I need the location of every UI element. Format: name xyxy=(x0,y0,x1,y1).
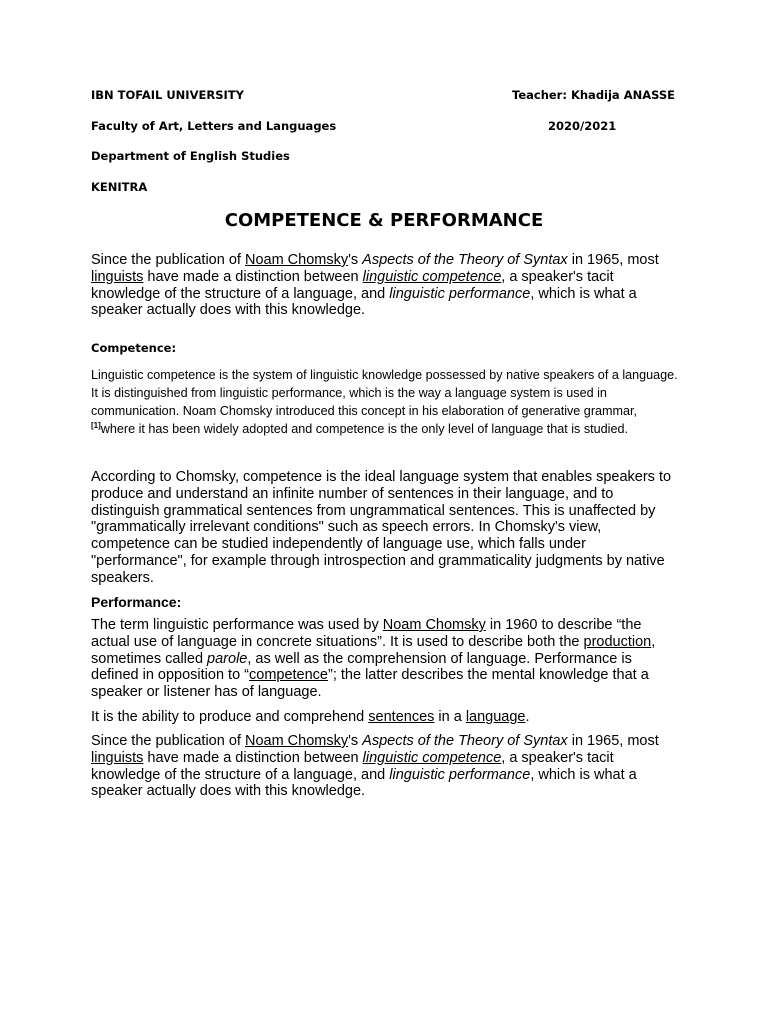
text: have made a distinction between xyxy=(143,749,363,766)
repeated-intro-paragraph xyxy=(91,733,681,800)
text: Since the publication of xyxy=(91,733,245,749)
text: , sometimes called xyxy=(91,633,656,667)
book-title: Aspects of the Theory of Syntax xyxy=(362,252,568,268)
link-production[interactable]: production xyxy=(583,633,652,650)
link-language[interactable]: language xyxy=(465,709,526,725)
faculty-name: Faculty of Art, Letters and Languages xyxy=(91,119,337,133)
text: Since the publication of xyxy=(91,252,245,268)
link-linguistic-competence-2[interactable]: linguistic competence xyxy=(362,749,502,766)
text: 's xyxy=(348,252,363,268)
intro-paragraph xyxy=(91,252,681,319)
term-linguistic-performance: linguistic performance xyxy=(389,766,531,783)
text: have made a distinction between xyxy=(143,268,363,285)
link-sentences[interactable]: sentences xyxy=(368,709,435,725)
city-name: KENITRA xyxy=(91,180,148,194)
competence-heading: Competence: xyxy=(91,341,177,355)
text: , a speaker's tacit knowledge of the structure of a language, and xyxy=(91,268,614,302)
text: , a speaker's tacit knowledge of the structure of a language, and xyxy=(91,749,614,783)
text: in 1965, most xyxy=(567,252,659,268)
text: , which is what a speaker actually does with this knowledge. xyxy=(91,285,637,319)
text: The term linguistic performance was used by xyxy=(91,617,383,633)
link-noam-chomsky-2[interactable]: Noam Chomsky xyxy=(382,617,486,633)
text: It is the ability to produce and comprehend xyxy=(91,709,369,725)
book-title: Aspects of the Theory of Syntax xyxy=(362,733,568,749)
link-competence[interactable]: competence xyxy=(249,667,328,684)
text: . xyxy=(525,709,530,725)
link-noam-chomsky-3[interactable]: Noam Chomsky xyxy=(244,733,349,749)
performance-paragraph-2 xyxy=(91,709,681,726)
link-noam-chomsky[interactable]: Noam Chomsky xyxy=(244,252,349,268)
text: , as well as the comprehension of language. Performance is defined in opposition to “ xyxy=(91,650,632,684)
performance-paragraph-1 xyxy=(91,617,681,701)
text: where it has been widely adopted and competence is the only level of language that is studied. xyxy=(100,422,628,436)
link-linguists-2[interactable]: linguists xyxy=(91,749,144,766)
link-linguistic-competence[interactable]: linguistic competence xyxy=(362,268,502,285)
department-name: Department of English Studies xyxy=(91,149,290,163)
university-name: IBN TOFAIL UNIVERSITY xyxy=(91,88,244,102)
page-title: COMPETENCE & PERFORMANCE xyxy=(224,210,544,231)
academic-year: 2020/2021 xyxy=(548,119,617,133)
performance-heading: Performance: xyxy=(91,594,182,610)
competence-paragraph-2: According to Chomsky, competence is the ideal language system that enables speakers to produce and understand an infinite number of sentences in their language, and to distinguish grammatical sentences from ungrammatical sentences. This is unaffected by "grammatically irrelevant conditions" such as speech errors. In Chomsky's view, competence can be studied independently of language use, which falls under "performance", for example through introspection and grammaticality judgments by native speakers. xyxy=(91,469,672,586)
text: in 1960 to describe “the actual use of language in concrete situations”. It is used to describe both the xyxy=(91,617,642,650)
competence-paragraph-1 xyxy=(91,366,681,438)
link-linguists[interactable]: linguists xyxy=(91,268,144,285)
text: in a xyxy=(434,709,466,725)
text: Linguistic competence is the system of linguistic knowledge possessed by native speakers of a language. It is distinguished from linguistic performance, which is the way a language system is used in communication. Noam Chomsky introduced this concept in his elaboration of generative grammar, xyxy=(91,368,678,418)
text: , which is what a speaker actually does with this knowledge. xyxy=(91,766,637,800)
header-row-1 xyxy=(91,88,676,102)
reference-marker[interactable]: [1] xyxy=(91,420,101,430)
text: ”; the latter describes the mental knowledge that a speaker or listener has of language. xyxy=(91,667,649,701)
text: in 1965, most xyxy=(567,733,659,749)
text: 's xyxy=(348,733,363,749)
term-linguistic-performance: linguistic performance xyxy=(389,285,531,302)
term-parole: parole xyxy=(207,650,248,667)
header-row-2 xyxy=(91,119,671,133)
teacher-name: Teacher: Khadija ANASSE xyxy=(512,88,676,102)
